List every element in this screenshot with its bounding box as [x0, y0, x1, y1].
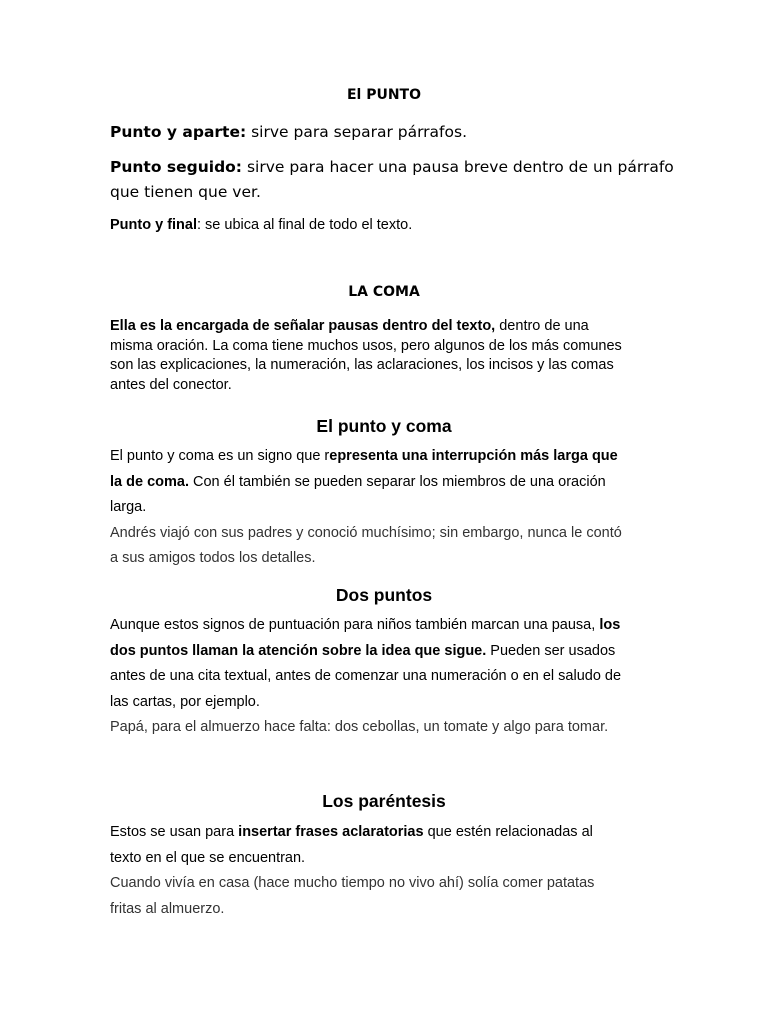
pyc-example-line-2: a sus amigos todos los detalles.: [110, 550, 316, 566]
section-title-dos-puntos: Dos puntos: [335, 585, 433, 605]
punto-y-coma-paragraph: [110, 444, 660, 572]
dp-line-1: [110, 613, 660, 639]
punto-seguido-line: [110, 158, 674, 176]
punto-final-text: : se ubica al final de todo el texto.: [197, 217, 413, 233]
coma-line-4: antes del conector.: [110, 376, 232, 393]
dp-text-2: Pueden ser usados: [486, 642, 616, 659]
par-text-1: Estos se usan para: [110, 824, 239, 840]
punto-final-label: Punto y final: [110, 217, 197, 233]
punto-final-line: [110, 217, 660, 233]
coma-line-1: [110, 317, 660, 337]
pyc-line-1: [110, 444, 660, 470]
pyc-line-3: larga.: [110, 499, 147, 515]
parentesis-paragraph: [110, 820, 660, 922]
coma-text-1: dentro de una: [495, 318, 589, 334]
section-title-punto: El PUNTO: [346, 87, 422, 103]
punto-aparte-text: sirve para separar párrafos.: [246, 123, 467, 141]
coma-line-2: misma oración. La coma tiene muchos usos, pero algunos de los más comunes: [110, 337, 622, 354]
par-example-line-2: fritas al almuerzo.: [110, 900, 225, 917]
pyc-example-line-1: Andrés viajó con sus padres y conoció muchísimo; sin embargo, nunca le contó: [110, 524, 622, 541]
dp-bold-2: dos puntos llaman la atención sobre la idea que sigue.: [110, 642, 487, 659]
dp-line-3: antes de una cita textual, antes de comenzar una numeración o en el saludo de: [110, 668, 622, 684]
dp-bold-1: los: [599, 617, 621, 633]
coma-bold: Ella es la encargada de señalar pausas dentro del texto,: [110, 318, 496, 334]
section-title-coma: LA COMA: [348, 284, 420, 300]
punto-seguido-label: Punto seguido:: [110, 158, 243, 176]
dp-text-1: Aunque estos signos de puntuación para niños también marcan una pausa,: [110, 617, 600, 633]
section-title-punto-y-coma: El punto y coma: [316, 416, 452, 436]
section-title-parentesis: Los paréntesis: [322, 791, 446, 811]
punto-seguido-line-2: que tienen que ver.: [110, 183, 261, 201]
par-example-line-1: Cuando vivía en casa (hace mucho tiempo no vivo ahí) solía comer patatas: [110, 875, 595, 891]
punto-seguido-text: sirve para hacer una pausa breve dentro de un párrafo: [242, 158, 674, 176]
dp-line-4: las cartas, por ejemplo.: [110, 693, 260, 710]
dp-example-line: Papá, para el almuerzo hace falta: dos cebollas, un tomate y algo para tomar.: [110, 719, 609, 735]
dos-puntos-paragraph: [110, 613, 660, 741]
par-text-1b: que estén relacionadas al: [423, 824, 593, 840]
pyc-bold-1: epresenta una interrupción más larga que: [329, 448, 618, 464]
par-line-2: texto en el que se encuentran.: [110, 849, 306, 866]
punto-aparte-line: [110, 123, 660, 141]
pyc-line-2: [110, 470, 660, 496]
par-bold-1: insertar frases aclaratorias: [238, 824, 424, 840]
punto-aparte-label: Punto y aparte:: [110, 123, 247, 141]
coma-paragraph: [110, 317, 660, 395]
pyc-text-1: El punto y coma es un signo que r: [110, 448, 330, 464]
par-line-1: [110, 820, 660, 846]
dp-line-2: [110, 639, 660, 665]
pyc-bold-2: la de coma.: [110, 473, 189, 490]
coma-line-3: son las explicaciones, la numeración, las aclaraciones, los incisos y las comas: [110, 357, 614, 373]
pyc-text-2: Con él también se pueden separar los miembros de una oración: [188, 473, 606, 490]
